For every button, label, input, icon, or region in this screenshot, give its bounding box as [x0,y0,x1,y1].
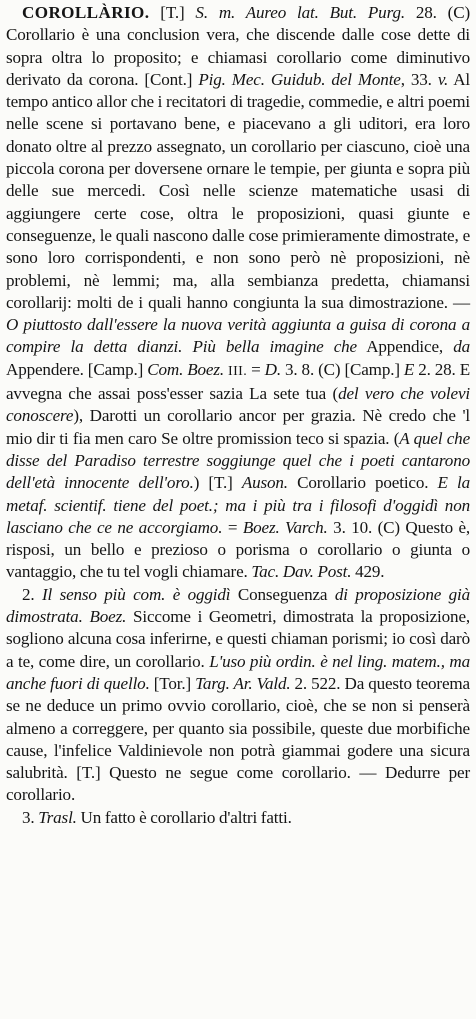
italic-text: v. [437,69,449,89]
entry-sense-2: 2. Il senso più com. è oggidì Conseguenza di proposizione già dimostrata. Boez. Siccome i Geometri, dimostrata la proposizione, sogliono alcuna cosa inferirne, e questi chiaman porismi; io così darò a te, come dire, un corollario. L'uso più ordin. è nel ling. matem., ma anche fuori di quello. [Tor.] Targ. Ar. Vald. 2. 522. Da questo teorema se ne deduce un primo ovvio corollario, cioè, che se non si penserà almeno a correggere, per quanto sia possibile, queste due morbifiche cause, l'infelice Valdinievole non potrà giammai godere una sicura salubrità. [T.] Questo ne segue come corollario. — Dedurre per corollario. [6,584,471,805]
italic-text: Com. Boez. [147,359,224,379]
italic-text: Tac. Dav. Post. [251,562,352,582]
entry-sense-1: COROLLÀRIO. [T.] S. m. Aureo lat. But. Purg. 28. (C) Corollario è una conclusion vera, che discende dalle cose dette di sopra oltra lo proposito; e chiamasi corollario come diminutivo derivato da corona. [Cont.] Pig. Mec. Guidub. del Monte, 33. v. Al tempo antico allor che i recitatori di tragedie, commedie, e altri poemi nelle scene si portavano bene, e piacevano a gli uditori, era loro donato oltre al prezzo assegnato, un corollario per ciascuno, cioè una piccola corona per doversene ornare le tempie, per giunta e sopra più delle sue mercedi. Così nelle scienze matematiche usasi di aggiungere certe cose, oltra le proposizioni, quasi giunte e conseguenze, le quali nascono dalle cose primieramente dimostrate, e sono loro corrispondenti, e non sono però nè proposizioni, nè problemi, nè lemmi; ma, alla sembianza predetta, chiamansi corollarij: molti de i quali hanno congiunta la sua dimostrazione. — O piuttosto dall'essere la nuova verità aggiunta a guisa di corona a compire la detta dianzi. Più bella imagine che Appendice, da Appendere. [Camp.] Com. Boez. III. = D. 3. 8. (C) [Camp.] E 2. 28. E avvegna che assai poss'esser sazia La sete tua (del vero che volevi conoscere), Darotti un corollario ancor per grazia. Nè credo che 'l mio dir ti fia men caro Se oltre promission teco si spazia. (A quel che disse del Paradiso terrestre soggiunge quel che i poeti cantarono dell'età innocente dell'oro.) [T.] Auson. Corollario poetico. E la metaf. scientif. tiene del poet.; ma i più tra i filosofi d'oggidì non lasciano che ce ne accorgiamo. = Boez. Varch. 3. 10. (C) Questo è, risposi, un bello e prezioso o porisma o corollario o giunta o vantaggio, che tu tel vogli chiamare. Tac. Dav. Post. 429. [6,3,471,582]
italic-text: A quel che disse del Paradiso terrestre soggiunge quel che i poeti cantarono dell'età innocente dell'oro. [6,428,471,493]
italic-text: S. m. Aureo lat. But. Purg. [195,3,405,22]
italic-text: L'uso più ordin. è nel ling. matem., ma anche fuori di quello. [6,651,470,693]
small-caps-text: III. [228,363,248,379]
italic-text: da [453,337,470,357]
italic-text: E [403,359,415,379]
headword: COROLLÀRIO. [22,3,150,22]
italic-text: Trasl. [38,807,77,827]
italic-text: del vero che volevi conoscere [6,384,470,426]
italic-text: Auson. [241,473,288,493]
italic-text: Targ. Ar. Vald. [195,673,291,693]
italic-text: di proposizione già dimostrata. Boez. [6,584,470,627]
italic-text: E la metaf. scientif. tiene del poet.; ma i più tra i filosofi d'oggidì non lasciano che ce ne accorgiamo. [6,473,470,537]
italic-text: O piuttosto dall'essere la nuova verità aggiunta a guisa di corona a compire la detta dianzi. Più bella imagine che [6,315,470,357]
italic-text: D. [264,359,281,379]
italic-text: Pig. Mec. Guidub. del Monte [198,69,401,89]
entry-sense-3: 3. Trasl. Un fatto è corollario d'altri fatti. [22,807,292,827]
italic-text: Il senso più com. è oggidì [41,584,231,604]
dictionary-entry-corollario [6,2,470,829]
italic-text: Boez. Varch. [242,517,328,537]
